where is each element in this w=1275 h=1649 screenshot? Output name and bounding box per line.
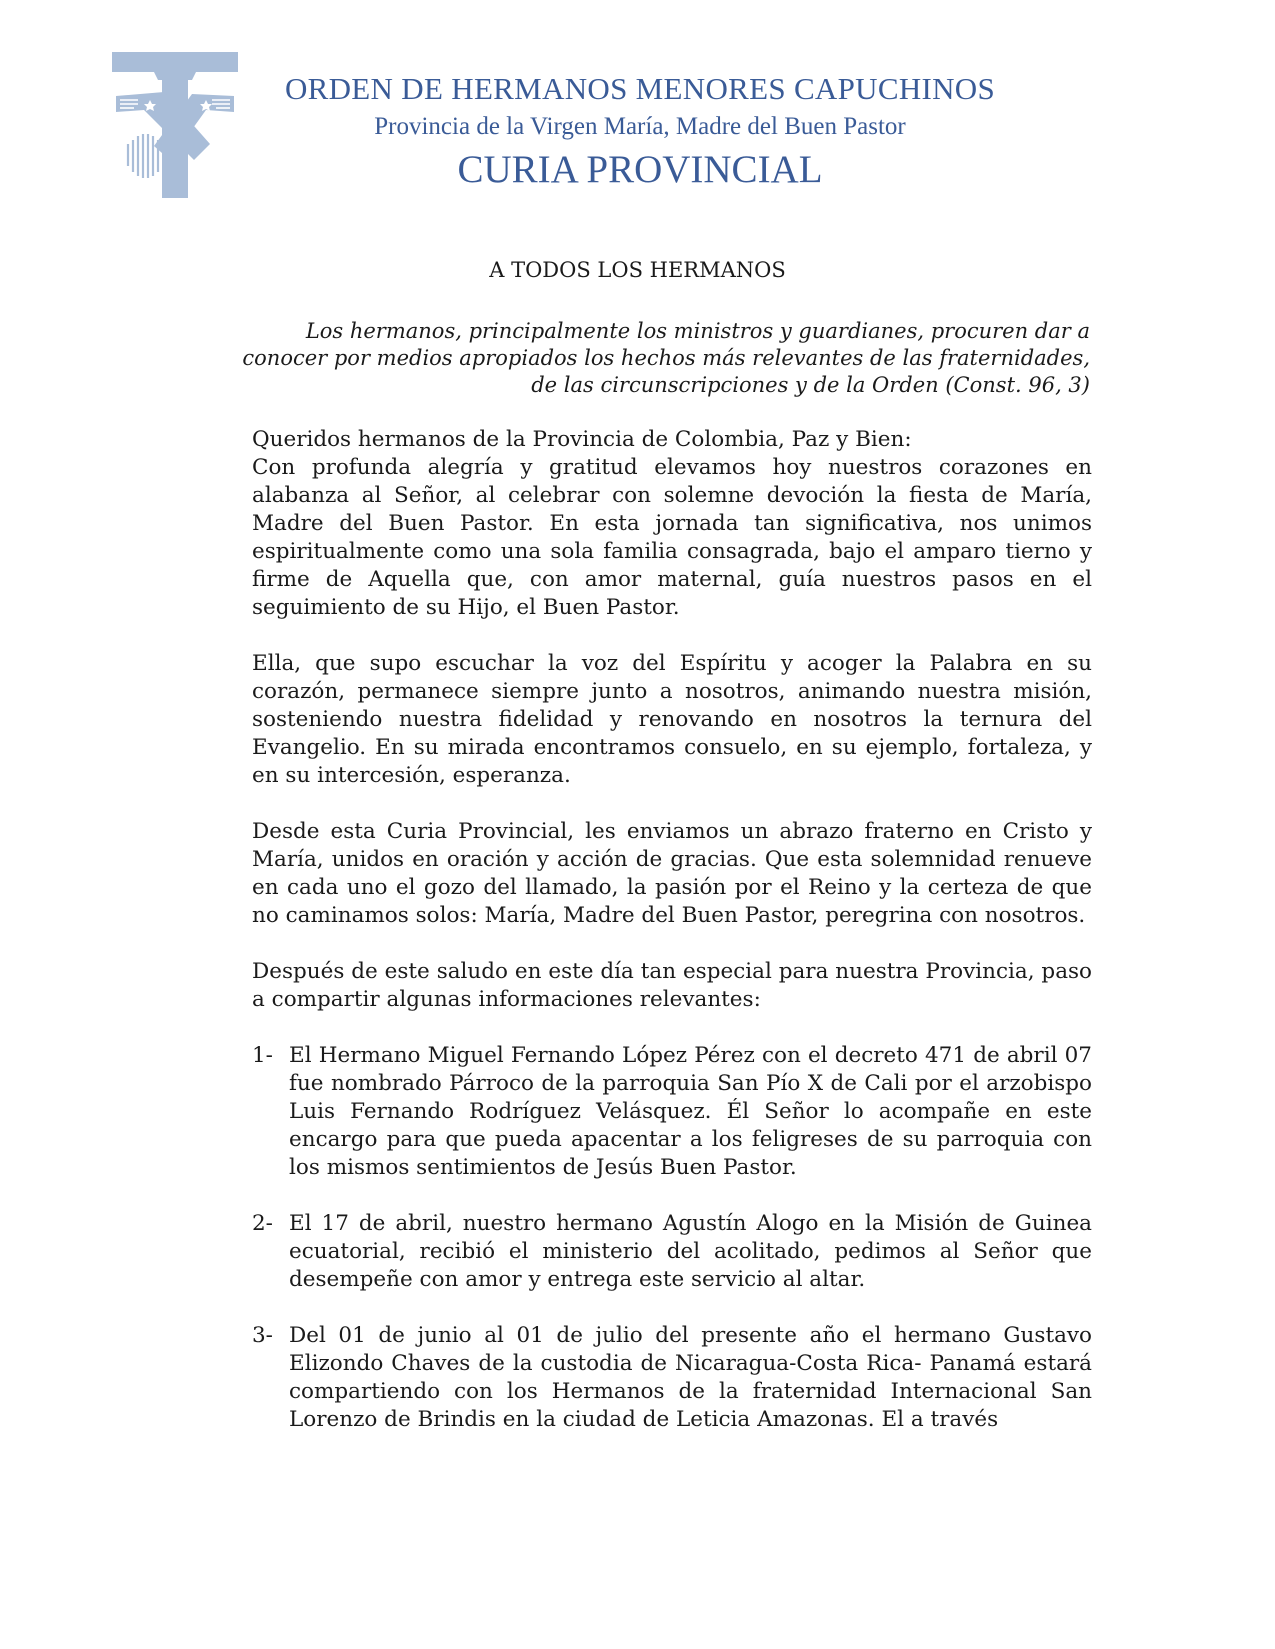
letterhead	[260, 70, 1020, 194]
list-item-text: El 17 de abril, nuestro hermano Agustín Alogo en la Misión de Guinea ecuatorial, recibió el ministerio del acolitado, pedimos al Señor que desempeñe con amor y entrega este servicio al altar.	[289, 1211, 1092, 1292]
list-item	[252, 1210, 1092, 1294]
epigraph-line: de las circunscripciones y de la Orden (Const. 96, 3)	[531, 373, 1090, 397]
list-item-number: 2-	[252, 1211, 273, 1236]
epigraph-line: conocer por medios apropiados los hechos más relevantes de las fraternidades,	[242, 346, 1090, 370]
list-item-number: 1-	[252, 1043, 273, 1068]
constitution-epigraph	[180, 318, 1090, 399]
paragraph: Con profunda alegría y gratitud elevamos hoy nuestros corazones en alabanza al Señor, al celebrar con solemne devoción la fiesta de María, Madre del Buen Pastor. En esta jornada tan significativa, nos unimos espiritualmente como una sola familia consagrada, bajo el amparo tierno y firme de Aquella que, con amor maternal, guía nuestros pasos en el seguimiento de su Hijo, el Buen Pastor.	[252, 455, 1092, 620]
letter-body	[252, 426, 1092, 1462]
list-item-text: Del 01 de junio al 01 de julio del presente año el hermano Gustavo Elizondo Chaves de la custodia de Nicaragua-Costa Rica- Panamá estará compartiendo con los Hermanos de la fraternidad Internacional San Lorenzo de Brindis en la ciudad de Leticia Amazonas. El a través	[289, 1323, 1092, 1432]
office-title: CURIA PROVINCIAL	[457, 148, 823, 191]
list-item-text: El Hermano Miguel Fernando López Pérez con el decreto 471 de abril 07 fue nombrado Párroco de la parroquia San Pío X de Cali por el arzobispo Luis Fernando Rodríguez Velásquez. Él Señor lo acompañe en este encargo para que pueda apacentar a los feligreses de su parroquia con los mismos sentimientos de Jesús Buen Pastor.	[289, 1043, 1092, 1180]
paragraph: Después de este saludo en este día tan especial para nuestra Provincia, paso a compartir algunas informaciones relevantes:	[252, 959, 1092, 1012]
news-list	[252, 1042, 1092, 1434]
province-name: Provincia de la Virgen María, Madre del Buen Pastor	[374, 113, 906, 140]
list-item	[252, 1042, 1092, 1182]
list-item	[252, 1322, 1092, 1434]
addressee-heading: A TODOS LOS HERMANOS	[489, 258, 786, 282]
franciscan-tau-cross-emblem-icon	[110, 50, 250, 210]
paragraph: Ella, que supo escuchar la voz del Espíritu y acoger la Palabra en su corazón, permanece siempre junto a nosotros, animando nuestra misión, sosteniendo nuestra fidelidad y renovando en nosotros la ternura del Evangelio. En su mirada encontramos consuelo, en su ejemplo, fortaleza, y en su intercesión, esperanza.	[252, 651, 1092, 788]
epigraph-line: Los hermanos, principalmente los ministros y guardianes, procuren dar a	[305, 319, 1090, 343]
order-name: ORDEN DE HERMANOS MENORES CAPUCHINOS	[284, 71, 996, 106]
greeting: Queridos hermanos de la Provincia de Colombia, Paz y Bien:	[252, 427, 912, 452]
paragraph: Desde esta Curia Provincial, les enviamos un abrazo fraterno en Cristo y María, unidos en oración y acción de gracias. Que esta solemnidad renueve en cada uno el gozo del llamado, la pasión por el Reino y la certeza de que no caminamos solos: María, Madre del Buen Pastor, peregrina con nosotros.	[252, 819, 1092, 928]
list-item-number: 3-	[252, 1323, 273, 1348]
